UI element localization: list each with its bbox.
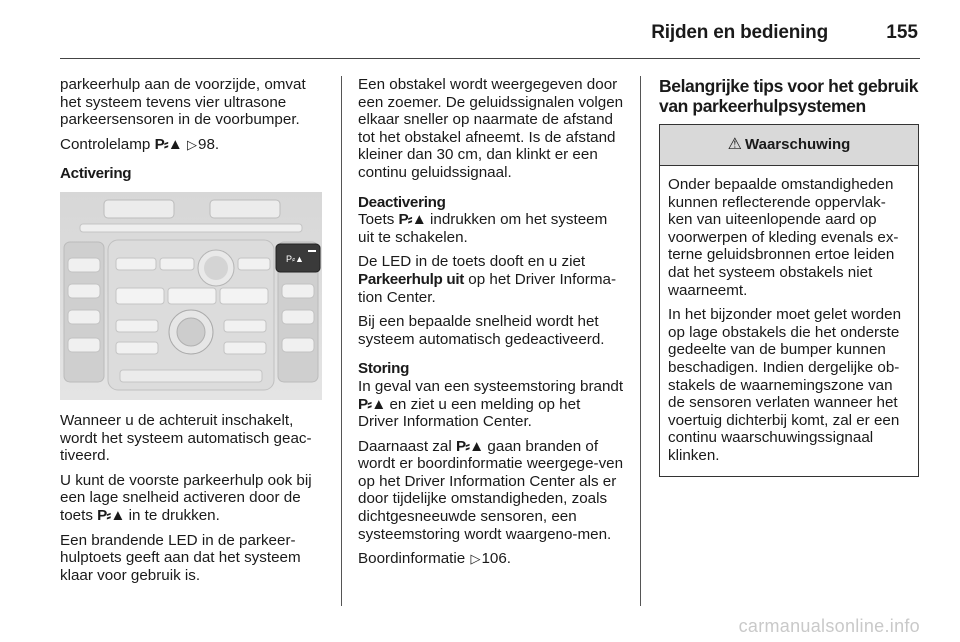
page-ref-arrow-icon: ▷: [187, 136, 198, 152]
front-assist-text-b: in te drukken.: [128, 506, 220, 524]
page-ref: 98.: [198, 135, 220, 153]
column-divider-2: [640, 76, 641, 606]
paragraph-led: Een brandende LED in de parkeer-hulptoets geeft aan dat het systeem klaar voor gebruik is.: [60, 531, 301, 584]
page-ref: 106.: [481, 550, 512, 568]
park-assist-symbol-icon: P⸗▲: [455, 437, 484, 455]
controlelamp-text: Controlelamp: [60, 135, 151, 153]
header-title: Rijden en bediening: [651, 22, 828, 43]
deactivate-text-b: indrukken om het systeem uit te schakelen.: [358, 211, 608, 246]
paragraph-boordinfo: [358, 550, 624, 568]
warning-title: Waarschuwing: [745, 136, 851, 154]
additional-text-a: Daarnaast zal: [358, 437, 452, 455]
deactivate-text-a: Toets: [358, 211, 395, 229]
warning-paragraph-2: In het bijzonder moet gelet worden op lage obstakels die het onderste gedeelte van de bumper kunnen beschadigen. Indien dergelijke ob-stakels de waarnemingszone van de sensoren verlaten wanneer het voertuig dichterbij komt, zal er een continu waarschuwingssignaal klinken.: [668, 306, 902, 464]
parkeerhulp-uit-label: Parkeerhulp uit: [358, 270, 465, 288]
paragraph-led-off: [358, 253, 624, 306]
warning-triangle-icon: ⚠: [727, 136, 743, 154]
warning-paragraph-1: Onder bepaalde omstandigheden kunnen reflecterende oppervlak-ken van uiteenlopende aard op voorwerpen of kleding evenals ex-terne geluidsbronnen ertoe leiden dat het systeem obstakels niet waarneemt.: [668, 176, 899, 299]
paragraph-deactivate: [358, 211, 624, 246]
paragraph-reverse: Wanneer u de achteruit inschakelt, wordt het systeem automatisch geac-tiveerd.: [60, 411, 312, 465]
column-right: [659, 76, 921, 477]
boordinfo-text: Boordinformatie: [358, 550, 466, 568]
column-middle: [358, 76, 624, 575]
park-assist-symbol-icon: P⸗▲: [97, 506, 125, 524]
additional-text-b: gaan branden of wordt er boordinformatie weergege-ven op het Driver Information Center als er door tijdelijke omstandigheden, zoals dichtgesneeuwde sensoren, een systeemstoring wordt waargeno-men.: [358, 437, 624, 543]
warning-body: [660, 166, 918, 476]
page-ref-arrow-icon: ▷: [470, 551, 481, 567]
column-divider-1: [341, 76, 342, 606]
park-assist-symbol-icon: P⸗▲: [398, 211, 426, 229]
console-photo: [60, 192, 322, 400]
front-assist-text-a: U kunt de voorste parkeerhulp ook bij een lage snelheid activeren door de toets: [60, 471, 312, 524]
park-assist-button-label: P⸗▲: [286, 253, 304, 264]
paragraph-intro: parkeerhulp aan de voorzijde, omvat het systeem tevens vier ultrasone parkeersensoren in de voorbumper.: [60, 76, 306, 129]
warning-header: [660, 125, 918, 166]
page-number: 155: [886, 22, 918, 43]
paragraph-additional: [358, 438, 624, 544]
park-assist-symbol-icon: P⸗▲: [154, 135, 182, 153]
paragraph-obstacle: Een obstakel wordt weergegeven door een zoemer. De geluidssignalen volgen elkaar sneller op naarmate de afstand tot het obstakel afneemt. Is de afstand kleiner dan 30 cm, dan klinkt er een continu geluidssignaal.: [358, 76, 624, 181]
led-off-text-b: op het Driver Informa-tion Center.: [358, 270, 617, 306]
led-off-text-a: De LED in de toets dooft en u ziet: [358, 253, 586, 271]
warning-box: [659, 124, 919, 477]
fault-text-b: en ziet u een melding op het Driver Information Center.: [358, 395, 581, 431]
page-header: [60, 18, 920, 59]
fault-text-a: In geval van een systeemstoring brandt: [358, 377, 624, 395]
heading-storing: Storing: [358, 360, 410, 378]
heading-activering: Activering: [60, 165, 132, 183]
paragraph-fault: [358, 378, 624, 431]
section-title: Belangrijke tips voor het gebruik van parkeerhulpsystemen: [659, 76, 919, 116]
column-left: [60, 76, 326, 591]
heading-deactivering: Deactivering: [358, 193, 446, 211]
park-assist-symbol-icon: P⸗▲: [358, 395, 386, 413]
paragraph-auto-deactivate: Bij een bepaalde snelheid wordt het systeem automatisch gedeactiveerd.: [358, 313, 605, 348]
paragraph-front-assist: [60, 472, 326, 525]
watermark: carmanualsonline.info: [738, 616, 920, 636]
paragraph-controlelamp: [60, 136, 326, 154]
